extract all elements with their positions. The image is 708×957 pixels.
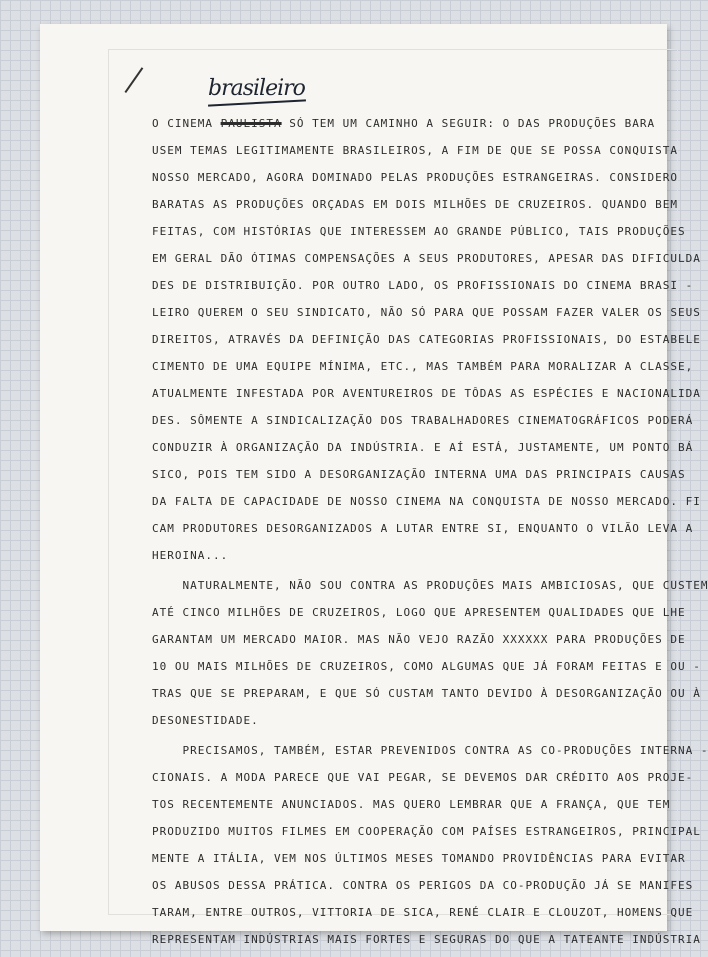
text-line: HEROINA... — [152, 549, 229, 562]
text-line: CAM PRODUTORES DESORGANIZADOS A LUTAR ENTRE SI, ENQUANTO O VILÃO LEVA A — [152, 522, 694, 535]
text-line: DA FALTA DE CAPACIDADE DE NOSSO CINEMA NA CONQUISTA DE NOSSO MERCADO. FI — [152, 495, 701, 508]
text-line: CONDUZIR À ORGANIZAÇÃO DA INDÚSTRIA. E AÍ ESTÁ, JUSTAMENTE, UM PONTO BÁ — [152, 441, 694, 454]
struck-word: PAULISTA — [220, 117, 282, 130]
text-line: ATÉ CINCO MILHÕES DE CRUZEIROS, LOGO QUE APRESENTEM QUALIDADES QUE LHE — [152, 606, 686, 619]
text-line: CIMENTO DE UMA EQUIPE MÍNIMA, ETC., MAS TAMBÉM PARA MORALIZAR A CLASSE, — [152, 360, 694, 373]
typed-text-block — [152, 110, 708, 953]
text-line: DES. SÔMENTE A SINDICALIZAÇÃO DOS TRABALHADORES CINEMATOGRÁFICOS PODERÁ — [152, 414, 694, 427]
text-line: TARAM, ENTRE OUTROS, VITTORIA DE SICA, RENÉ CLAIR E CLOUZOT, HOMENS QUE — [152, 906, 694, 919]
text-line: GARANTAM UM MERCADO MAIOR. MAS NÃO VEJO RAZÃO XXXXXX PARA PRODUÇÕES DE — [152, 633, 686, 646]
text-line: LEIRO QUEREM O SEU SINDICATO, NÃO SÓ PARA QUE POSSAM FAZER VALER OS SEUS — [152, 306, 701, 319]
text-line: CIONAIS. A MODA PARECE QUE VAI PEGAR, SE DEVEMOS DAR CRÉDITO AOS PROJE- — [152, 771, 694, 784]
text-line: DES DE DISTRIBUIÇÃO. POR OUTRO LADO, OS PROFISSIONAIS DO CINEMA BRASI - — [152, 279, 694, 292]
text-line: NATURALMENTE, NÃO SOU CONTRA AS PRODUÇÕES MAIS AMBICIOSAS, QUE CUSTEM — [152, 579, 708, 592]
text-line: OS ABUSOS DESSA PRÁTICA. CONTRA OS PERIGOS DA CO-PRODUÇÃO JÁ SE MANIFES — [152, 879, 694, 892]
text-line: NOSSO MERCADO, AGORA DOMINADO PELAS PRODUÇÕES ESTRANGEIRAS. CONSIDERO — [152, 171, 678, 184]
text-line: REPRESENTAM INDÚSTRIAS MAIS FORTES E SEGURAS DO QUE A TATEANTE INDÚSTRIA — [152, 933, 701, 946]
text-line: BARATAS AS PRODUÇÕES ORÇADAS EM DOIS MILHÕES DE CRUZEIROS. QUANDO BEM — [152, 198, 678, 211]
text-line: TOS RECENTEMENTE ANUNCIADOS. MAS QUERO LEMBRAR QUE A FRANÇA, QUE TEM — [152, 798, 671, 811]
text-line: FEITAS, COM HISTÓRIAS QUE INTERESSEM AO GRANDE PÚBLICO, TAIS PRODUÇÕES — [152, 225, 686, 238]
text-line: DESONESTIDADE. — [152, 714, 259, 727]
text-line: DIREITOS, ATRAVÉS DA DEFINIÇÃO DAS CATEGORIAS PROFISSIONAIS, DO ESTABELE — [152, 333, 701, 346]
handwritten-annotation: brasileiro — [208, 76, 305, 101]
text-line: PRODUZIDO MUITOS FILMES EM COOPERAÇÃO COM PAÍSES ESTRANGEIROS, PRINCIPAL — [152, 825, 701, 838]
text-line: TRAS QUE SE PREPARAM, E QUE SÓ CUSTAM TANTO DEVIDO À DESORGANIZAÇÃO OU À — [152, 687, 701, 700]
text-line: PRECISAMOS, TAMBÉM, ESTAR PREVENIDOS CONTRA AS CO-PRODUÇÕES INTERNA - — [152, 744, 708, 757]
handwritten-tick-mark — [124, 67, 151, 98]
typewritten-page — [40, 24, 708, 946]
text-line: MENTE A ITÁLIA, VEM NOS ÚLTIMOS MESES TOMANDO PROVIDÊNCIAS PARA EVITAR — [152, 852, 686, 865]
text-line: EM GERAL DÃO ÓTIMAS COMPENSAÇÕES A SEUS PRODUTORES, APESAR DAS DIFICULDA — [152, 252, 701, 265]
text-line: 10 OU MAIS MILHÕES DE CRUZEIROS, COMO ALGUMAS QUE JÁ FORAM FEITAS E OU - — [152, 660, 701, 673]
text-line: ATUALMENTE INFESTADA POR AVENTUREIROS DE TÔDAS AS ESPÉCIES E NACIONALIDA — [152, 387, 701, 400]
text-line: USEM TEMAS LEGITIMAMENTE BRASILEIROS, A FIM DE QUE SE POSSA CONQUISTA — [152, 144, 678, 157]
text-line: SICO, POIS TEM SIDO A DESORGANIZAÇÃO INTERNA UMA DAS PRINCIPAIS CAUSAS — [152, 468, 686, 481]
paragraphs-container — [152, 137, 708, 953]
line1-before: O CINEMA — [152, 117, 221, 130]
line1-after: SÓ TEM UM CAMINHO A SEGUIR: O DAS PRODUÇÕES BARA — [281, 117, 656, 130]
text-line-1 — [152, 110, 656, 137]
